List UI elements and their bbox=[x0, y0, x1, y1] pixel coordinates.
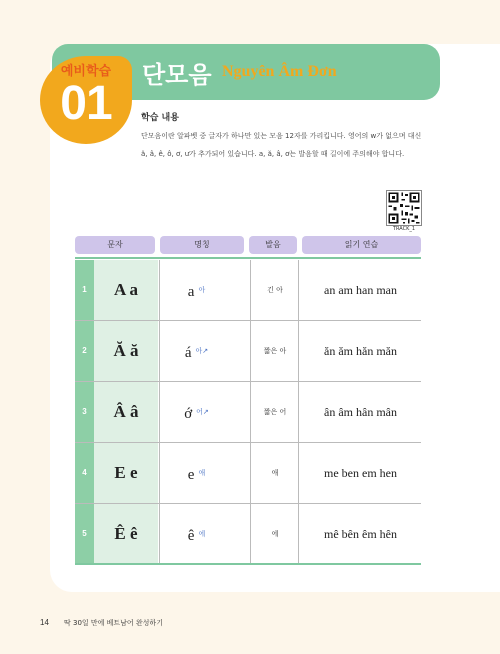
pronunciation-cell: 긴 아 bbox=[250, 260, 299, 320]
row-number: 1 bbox=[75, 260, 94, 320]
name-cell bbox=[159, 260, 233, 320]
table-row bbox=[75, 443, 421, 503]
section-heading: 학습 내용 bbox=[141, 113, 179, 123]
page-number: 14 bbox=[40, 618, 49, 627]
badge-subtitle: 예비학습 bbox=[60, 64, 112, 79]
name-text: ớ bbox=[184, 406, 193, 422]
pronunciation-cell: 애 bbox=[250, 443, 299, 503]
row-number: 3 bbox=[75, 382, 94, 442]
row-number: 5 bbox=[75, 504, 94, 564]
name-text: e bbox=[187, 467, 195, 483]
reading-practice-cell: mê bên êm hên bbox=[298, 504, 422, 564]
table-row bbox=[75, 382, 421, 442]
name-cell bbox=[159, 321, 233, 381]
reading-practice-cell: ăn ăm hăn măn bbox=[298, 321, 422, 381]
header-letter: 문자 bbox=[75, 236, 155, 254]
name-cell bbox=[159, 504, 233, 564]
row-number: 4 bbox=[75, 443, 94, 503]
reading-practice-cell: an am han man bbox=[298, 260, 422, 320]
letter-cell: Ê ê bbox=[94, 504, 158, 564]
page-title-vietnamese: Nguyên Âm Đơn bbox=[222, 63, 337, 80]
table-row bbox=[75, 504, 421, 564]
letter-cell: Ă ă bbox=[94, 321, 158, 381]
name-korean: 에 bbox=[198, 530, 206, 538]
track-label: TRACK_1 bbox=[392, 226, 416, 232]
header-name: 명칭 bbox=[160, 236, 244, 254]
pronunciation-cell: 짧은 아 bbox=[250, 321, 299, 381]
name-cell bbox=[159, 443, 233, 503]
qr-code-icon[interactable] bbox=[386, 190, 422, 226]
reading-practice-cell: ân âm hân mân bbox=[298, 382, 422, 442]
letter-cell: A a bbox=[94, 260, 158, 320]
section-description: 단모음이란 알파벳 중 글자가 하나만 있는 모음 12자를 가리킵니다. 영어의 w가 없으며 대신 ă, â, ê, ô, ơ, ư가 추가되어 있습니다. a, ă, â, ơ는 발음할 때 길이에 주의해야 합니다. bbox=[141, 132, 422, 158]
table-bottom-rule bbox=[75, 563, 421, 565]
badge-number: 01 bbox=[60, 77, 112, 130]
row-number: 2 bbox=[75, 321, 94, 381]
header-reading-practice: 읽기 연습 bbox=[302, 236, 421, 254]
page-title: 단모음 bbox=[142, 61, 212, 89]
footer-book-title: 딱 30일 만에 베트남어 완성하기 bbox=[64, 619, 163, 627]
name-text: a bbox=[187, 284, 195, 300]
table-top-rule bbox=[75, 257, 421, 259]
pronunciation-cell: 짧은 어 bbox=[250, 382, 299, 442]
name-text: á bbox=[184, 345, 192, 361]
name-korean: 아 bbox=[198, 286, 206, 294]
name-cell bbox=[159, 382, 233, 442]
letter-cell: Â â bbox=[94, 382, 158, 442]
header-pronunciation: 발음 bbox=[249, 236, 297, 254]
name-korean: 어↗ bbox=[196, 408, 209, 416]
pronunciation-cell: 에 bbox=[250, 504, 299, 564]
reading-practice-cell: me ben em hen bbox=[298, 443, 422, 503]
letter-cell: E e bbox=[94, 443, 158, 503]
name-korean: 아↗ bbox=[195, 347, 209, 355]
table-row bbox=[75, 321, 421, 381]
table-row bbox=[75, 260, 421, 320]
name-korean: 애 bbox=[198, 469, 206, 477]
name-text: ê bbox=[187, 528, 195, 544]
